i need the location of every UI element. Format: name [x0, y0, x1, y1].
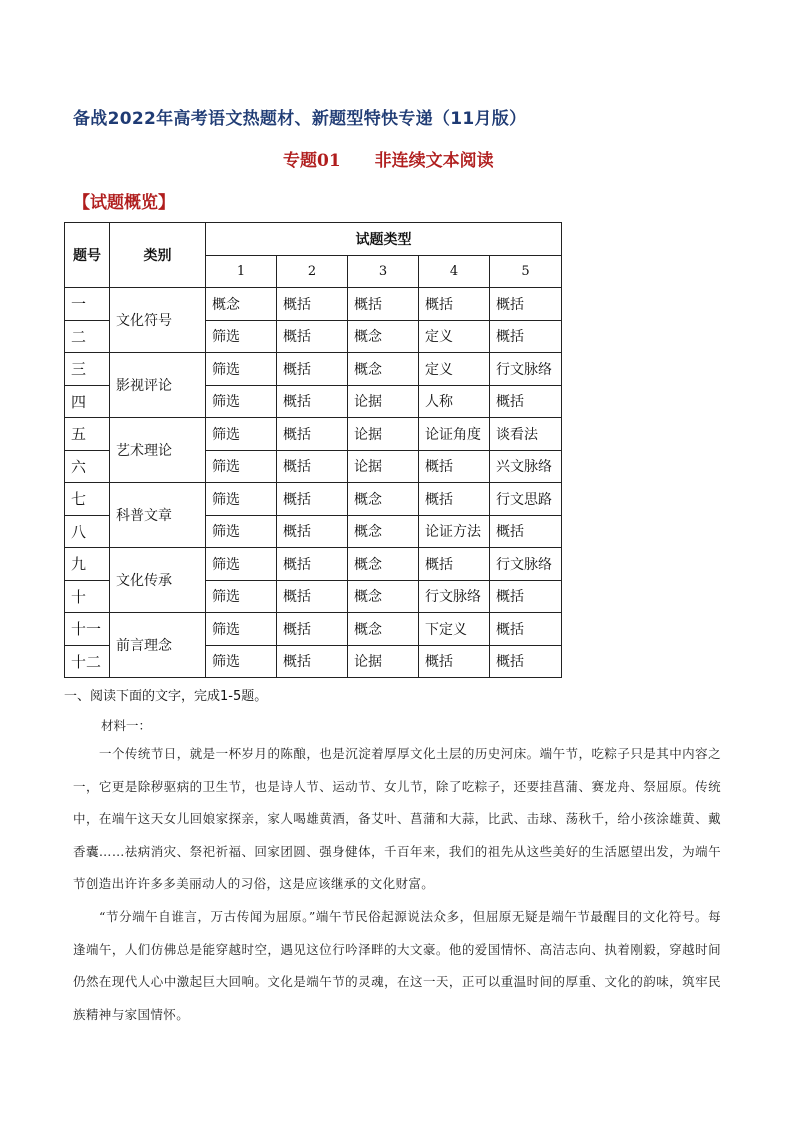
material-label: 材料一： — [101, 718, 152, 733]
question-type-cell: 概念 — [348, 548, 419, 581]
question-instruction: 一、阅读下面的文字，完成1-5题。 — [64, 689, 268, 704]
question-number-cell: 一 — [65, 288, 110, 321]
question-type-cell: 下定义 — [419, 613, 490, 646]
question-type-cell: 筛选 — [206, 515, 277, 548]
question-type-cell: 概括 — [277, 320, 348, 353]
question-number-cell: 二 — [65, 320, 110, 353]
question-type-cell: 概括 — [277, 385, 348, 418]
question-number-cell: 十 — [65, 580, 110, 613]
question-number-cell: 六 — [65, 450, 110, 483]
question-type-cell: 概括 — [277, 515, 348, 548]
type-number: 4 — [419, 255, 490, 288]
header-category: 类别 — [110, 223, 206, 288]
question-overview-table — [64, 222, 562, 678]
question-type-cell: 论证方法 — [419, 515, 490, 548]
category-cell: 文化符号 — [110, 288, 206, 353]
question-type-cell: 概括 — [419, 483, 490, 516]
header-question-number: 题号 — [65, 223, 110, 288]
question-type-cell: 概括 — [277, 580, 348, 613]
header-question-types: 试题类型 — [206, 223, 562, 256]
type-number: 5 — [490, 255, 562, 288]
question-type-cell: 概括 — [490, 320, 562, 353]
question-type-cell: 概括 — [490, 385, 562, 418]
question-type-cell: 行文思路 — [490, 483, 562, 516]
question-type-cell: 谈看法 — [490, 418, 562, 451]
question-number-cell: 八 — [65, 515, 110, 548]
question-type-cell: 概括 — [490, 515, 562, 548]
question-type-cell: 兴文脉络 — [490, 450, 562, 483]
reading-paragraph: “节分端午自谁言，万古传闻为屈原。”端午节民俗起源说法众多，但屈原无疑是端午节最醒目的文化符号。每逢端午，人们仿佛总是能穿越时空，遇见这位行吟泽畔的大文豪。他的爱国情怀、高洁志向、执着刚毅，穿越时间仍然在现代人心中激起巨大回响。文化是端午节的灵魂，在这一天，正可以重温时间的厚重、文化的韵味，筑牢民族精神与家国情怀。 — [73, 909, 721, 1022]
type-number: 1 — [206, 255, 277, 288]
question-type-cell: 论证角度 — [419, 418, 490, 451]
question-type-cell: 论据 — [348, 450, 419, 483]
category-cell: 影视评论 — [110, 353, 206, 418]
category-cell: 文化传承 — [110, 548, 206, 613]
question-type-cell: 概括 — [277, 450, 348, 483]
question-type-cell: 概括 — [419, 548, 490, 581]
question-type-cell: 行文脉络 — [490, 548, 562, 581]
question-type-cell: 概括 — [277, 353, 348, 386]
question-type-cell: 人称 — [419, 385, 490, 418]
question-type-cell: 概念 — [348, 613, 419, 646]
question-type-cell: 概括 — [277, 613, 348, 646]
section-heading: 【试题概览】 — [73, 193, 175, 213]
type-number: 3 — [348, 255, 419, 288]
category-cell: 艺术理论 — [110, 418, 206, 483]
question-type-cell: 行文脉络 — [419, 580, 490, 613]
question-type-cell: 概括 — [490, 613, 562, 646]
question-type-cell: 概括 — [419, 645, 490, 678]
question-type-cell: 概括 — [490, 288, 562, 321]
question-type-cell: 概念 — [348, 580, 419, 613]
topic-subtitle: 专题01 非连续文本阅读 — [283, 151, 494, 171]
type-number: 2 — [277, 255, 348, 288]
question-type-cell: 概括 — [490, 580, 562, 613]
table-row — [65, 353, 562, 386]
category-cell: 科普文章 — [110, 483, 206, 548]
question-type-cell: 筛选 — [206, 418, 277, 451]
table-row — [65, 548, 562, 581]
reading-paragraph: 一个传统节日，就是一杯岁月的陈酿，也是沉淀着厚厚文化土层的历史河床。端午节，吃粽子只是其中内容之一，它更是除秽驱病的卫生节，也是诗人节、运动节、女儿节，除了吃粽子，还要挂菖蒲、赛龙舟、祭屈原。传统中，在端午这天女儿回娘家探亲，家人喝雄黄酒，备艾叶、菖蒲和大蒜，比武、击球、荡秋千，给小孩涂雄黄、戴香囊……祛病消灾、祭祀祈福、回家团圆、强身健体，千百年来，我们的祖先从这些美好的生活愿望出发，为端午节创造出许许多多美丽动人的习俗，这是应该继承的文化财富。 — [73, 746, 721, 892]
question-type-cell: 行文脉络 — [490, 353, 562, 386]
question-number-cell: 九 — [65, 548, 110, 581]
question-type-cell: 筛选 — [206, 450, 277, 483]
question-type-cell: 筛选 — [206, 580, 277, 613]
table-row — [65, 613, 562, 646]
question-type-cell: 概括 — [419, 288, 490, 321]
question-type-cell: 概念 — [348, 353, 419, 386]
question-type-cell: 定义 — [419, 353, 490, 386]
question-type-cell: 概念 — [206, 288, 277, 321]
question-type-cell: 论据 — [348, 418, 419, 451]
question-type-cell: 筛选 — [206, 483, 277, 516]
question-number-cell: 十二 — [65, 645, 110, 678]
question-type-cell: 概括 — [277, 418, 348, 451]
table-row — [65, 418, 562, 451]
question-type-cell: 筛选 — [206, 353, 277, 386]
question-type-cell: 论据 — [348, 385, 419, 418]
question-type-cell: 筛选 — [206, 385, 277, 418]
question-number-cell: 五 — [65, 418, 110, 451]
question-type-cell: 筛选 — [206, 645, 277, 678]
question-type-cell: 概念 — [348, 483, 419, 516]
question-type-cell: 定义 — [419, 320, 490, 353]
question-type-cell: 概括 — [348, 288, 419, 321]
question-type-cell: 筛选 — [206, 320, 277, 353]
question-type-cell: 概括 — [490, 645, 562, 678]
question-type-cell: 筛选 — [206, 613, 277, 646]
question-type-cell: 论据 — [348, 645, 419, 678]
question-type-cell: 概括 — [419, 450, 490, 483]
question-number-cell: 四 — [65, 385, 110, 418]
question-type-cell: 筛选 — [206, 548, 277, 581]
question-number-cell: 七 — [65, 483, 110, 516]
question-type-cell: 概念 — [348, 515, 419, 548]
table-row — [65, 288, 562, 321]
question-type-cell: 概括 — [277, 548, 348, 581]
question-number-cell: 十一 — [65, 613, 110, 646]
question-type-cell: 概括 — [277, 288, 348, 321]
category-cell: 前言理念 — [110, 613, 206, 678]
table-row — [65, 483, 562, 516]
question-type-cell: 概括 — [277, 483, 348, 516]
question-type-cell: 概括 — [277, 645, 348, 678]
question-number-cell: 三 — [65, 353, 110, 386]
document-title: 备战2022年高考语文热题材、新题型特快专递（11月版） — [73, 109, 527, 129]
question-type-cell: 概念 — [348, 320, 419, 353]
